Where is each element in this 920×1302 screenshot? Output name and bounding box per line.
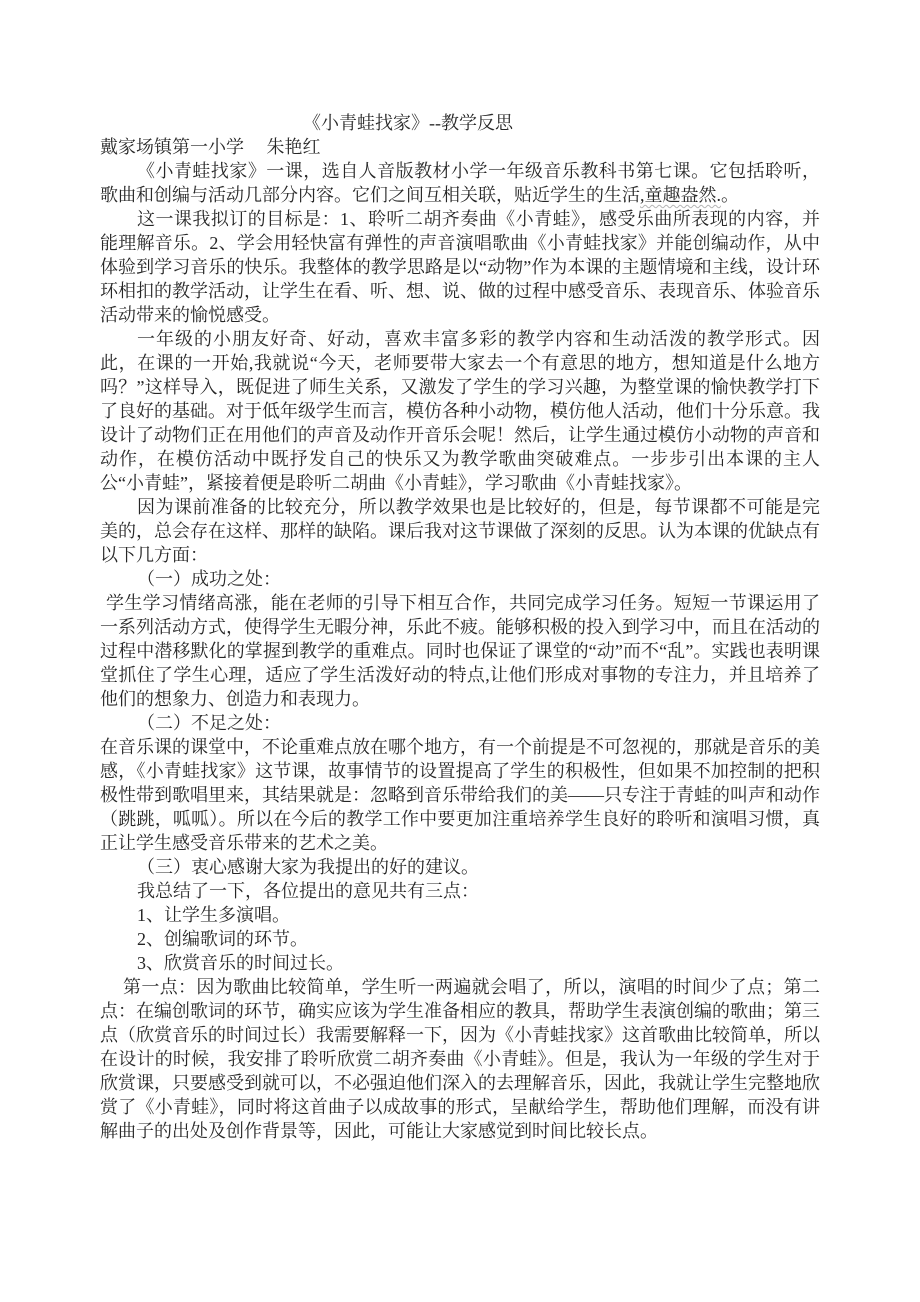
paragraph-goals: 这一课我拟订的目标是：1、聆听二胡齐奏曲《小青蛙》，感受乐曲所表现的内容，并能理解音乐。2、学会用轻快富有弹性的声音演唱歌曲《小青蛙找家》并能创编动作，从中体验到学习音乐的快乐。我整体的教学思路是以“动物”作为本课的主题情境和主线，设计环环相扣的教学活动，让学生在看、听、想、说、做的过程中感受音乐、表现音乐、体验音乐活动带来的愉悦感受。 bbox=[100, 209, 820, 325]
heading-success: （一）成功之处： bbox=[137, 569, 281, 589]
paragraph-success-detail: 学生学习情绪高涨，能在老师的引导下相互合作，共同完成学习任务。短短一节课运用了一系列活动方式，使得学生无暇分神，乐此不疲。能够积极的投入到学习中，而且在活动的过程中潜移默化的掌握到教学的重难点。同时也保证了课堂的“动”而不“乱”。实践也表明课堂抓住了学生心理，适应了学生活泼好动的特点,让他们形成对事物的专注力，并且培养了他们的想象力、创造力和表现力。 bbox=[100, 593, 820, 709]
intro-text-after: 。 bbox=[721, 185, 739, 205]
paragraph-intro bbox=[100, 159, 820, 207]
suggestion-item-3: 3、欣赏音乐的时间过长。 bbox=[137, 953, 344, 973]
paragraph-summary-lead: 我总结了一下，各位提出的意见共有三点： bbox=[137, 881, 479, 901]
author-byline: 戴家场镇第一小学 朱艳红 bbox=[100, 137, 321, 157]
document-body bbox=[100, 111, 820, 1143]
paragraph-shortcoming-detail: 在音乐课的课堂中，不论重难点放在哪个地方，有一个前提是不可忽视的，那就是音乐的美感，《小青蛙找家》这节课，故事情节的设置提高了学生的积极性，但如果不加控制的把积极性带到歌唱里来，其结果就是：忽略到音乐带给我们的美——只专注于青蛙的叫声和动作（跳跳，呱呱）。所以在今后的教学工作中要更加注重培养学生良好的聆听和演唱习惯，真正让学生感受音乐带来的艺术之美。 bbox=[100, 737, 820, 853]
paragraph-response: 第一点：因为歌曲比较简单，学生听一两遍就会唱了，所以，演唱的时间少了点；第二点：在编创歌词的环节，确实应该为学生准备相应的教具，帮助学生表演创编的歌曲；第三点（欣赏音乐的时间过长）我需要解释一下，因为《小青蛙找家》这首歌曲比较简单，所以在设计的时候，我安排了聆听欣赏二胡齐奏曲《小青蛙》。但是，我认为一年级的学生对于欣赏课，只要感受到就可以，不必强迫他们深入的去理解音乐，因此，我就让学生完整地欣赏了《小青蛙》，同时将这首曲子以成故事的形式，呈献给学生，帮助他们理解，而没有讲解曲子的出处及创作背景等，因此，可能让大家感觉到时间比较长点。 bbox=[100, 977, 820, 1141]
intro-text-before: 《小青蛙找家》一课，选自人音版教材小学一年级音乐教科书第七课。它包括聆听，歌曲和创编与活动几部分内容。它们之间互相关联，贴近学生的生活 bbox=[100, 161, 820, 205]
heading-shortcoming: （二）不足之处： bbox=[137, 713, 281, 733]
paragraph-reflection-lead: 因为课前准备的比较充分，所以教学效果也是比较好的，但是，每节课都不可能是完美的，总会存在这样、那样的缺陷。课后我对这节课做了深刻的反思。认为本课的优缺点有以下几方面： bbox=[100, 497, 820, 565]
suggestion-item-1: 1、让学生多演唱。 bbox=[137, 905, 290, 925]
grammar-check-underline: ,童趣盎然. bbox=[640, 185, 721, 205]
paragraph-lesson-opening: 一年级的小朋友好奇、好动，喜欢丰富多彩的教学内容和生动活泼的教学形式。因此，在课的一开始,我就说“今天，老师要带大家去一个有意思的地方，想知道是什么地方吗？”这样导入，既促进了师生关系，又激发了学生的学习兴趣，为整堂课的愉快教学打下了良好的基础。对于低年级学生而言，模仿各种小动物，模仿他人活动，他们十分乐意。我设计了动物们正在用他们的声音及动作开音乐会呢！然后，让学生通过模仿小动物的声音和动作，在模仿活动中既抒发自己的快乐又为教学歌曲突破难点。一步步引出本课的主人公“小青蛙”，紧接着便是聆听二胡曲《小青蛙》，学习歌曲《小青蛙找家》。 bbox=[100, 329, 820, 493]
document-title: 《小青蛙找家》--教学反思 bbox=[303, 113, 513, 133]
heading-thanks: （三）衷心感谢大家为我提出的好的建议。 bbox=[137, 857, 479, 877]
suggestion-item-2: 2、创编歌词的环节。 bbox=[137, 929, 308, 949]
